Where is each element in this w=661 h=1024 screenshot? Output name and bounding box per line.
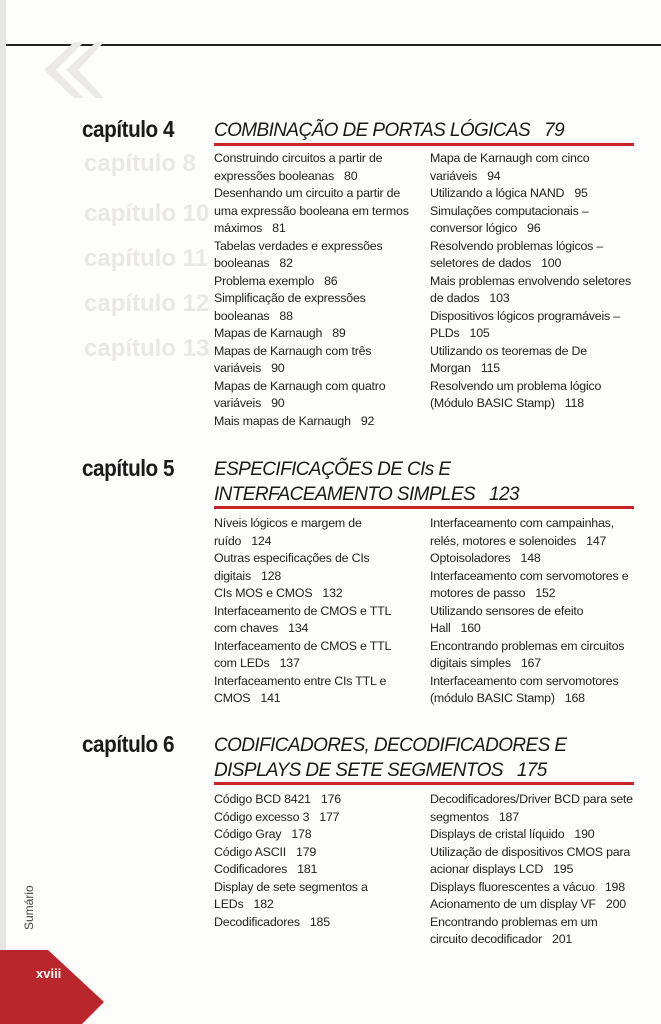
chapter-title-text: ESPECIFICAÇÕES DE CIs E INTERFACEAMENTO SIMPLES [214,459,476,505]
toc-entry[interactable]: Problema exemplo 86 [214,273,338,288]
chapter-title[interactable] [214,118,634,143]
toc-entry[interactable]: Interfaceamento com campainhas, relés, motores e solenoides 147 [430,516,614,548]
toc-entry[interactable]: Dispositivos lógicos programáveis – PLDs 105 [430,308,620,340]
toc-entry[interactable]: Resolvendo problemas lógicos – seletores de dados 100 [430,238,604,270]
toc-entry[interactable]: Tabelas verdades e expressões booleanas 82 [214,238,383,270]
toc-entry[interactable]: Interfaceamento entre CIs TTL e CMOS 141 [214,673,387,705]
toc-entry[interactable]: Mais problemas envolvendo seletores de dados 103 [430,273,631,305]
toc-entry[interactable]: Interfaceamento de CMOS e TTL com chaves 134 [214,603,391,635]
toc-entry[interactable]: Encontrando problemas em um circuito decodificador 201 [430,914,598,946]
toc-entry[interactable]: Utilizando a lógica NAND 95 [430,186,588,200]
toc-entry[interactable]: Acionamento de um display VF 200 [430,897,626,911]
red-rule [214,506,634,509]
bleed-through-text: capítulo 8 [84,150,197,177]
toc-entry[interactable]: Utilizando sensores de efeito Hall 160 [430,603,584,635]
toc-right-column [430,150,634,413]
toc-left-column [214,150,414,430]
toc-entry[interactable]: Codificadores 181 [214,862,318,876]
toc-entry[interactable]: Interfaceamento com servomotores e motores de passo 152 [430,568,629,600]
toc-entry[interactable]: Utilizando os teoremas de De Morgan 115 [430,343,587,375]
toc-entry[interactable]: Simulações computacionais – conversor lógico 96 [430,203,589,235]
chapter-title-page: 123 [489,484,519,505]
toc-entry[interactable]: Outras especificações de CIs digitais 128 [214,551,370,583]
double-chevron-icon [34,38,104,102]
top-rule [6,44,661,46]
chapter-label: capítulo 4 [82,116,175,142]
toc-right-column [430,515,634,708]
toc-entry[interactable]: Simplificação de expressões booleanas 88 [214,291,366,323]
page-edge [0,0,6,1024]
bleed-through-text: capítulo 11 [84,245,209,272]
toc-left-column [214,791,414,931]
toc-entry[interactable]: Decodificadores/Driver BCD para sete segmentos 187 [430,792,633,824]
chapter-title[interactable] [214,457,594,507]
page-corner-tab [0,950,110,1024]
red-rule [214,143,634,146]
toc-entry[interactable]: Optoisoladores 148 [430,551,541,565]
toc-entry[interactable]: Níveis lógicos e margem de ruído 124 [214,516,362,548]
chapter-label: capítulo 6 [82,731,175,757]
red-rule [214,782,634,785]
toc-entry[interactable]: Código BCD 8421 176 [214,792,341,806]
toc-entry[interactable]: Desenhando um circuito a partir de uma expressão booleana em termos máximos 81 [214,186,409,235]
toc-entry[interactable]: Utilização de dispositivos CMOS para acionar displays LCD 195 [430,844,631,876]
toc-entry[interactable]: Construindo circuitos a partir de expressões booleanas 80 [214,151,383,183]
toc-entry[interactable]: Display de sete segmentos a LEDs 182 [214,879,368,911]
toc-entry[interactable]: Resolvendo um problema lógico (Módulo BASIC Stamp) 118 [430,378,602,410]
chapter-title-text: CODIFICADORES, DECODIFICADORES E DISPLAYS DE SETE SEGMENTOS [214,735,567,781]
toc-entry[interactable]: CIs MOS e CMOS 132 [214,586,343,600]
toc-entry[interactable]: Encontrando problemas em circuitos digitais simples 167 [430,638,625,670]
chapter-title-page: 79 [544,120,565,141]
toc-entry[interactable]: Mapa de Karnaugh com cinco variáveis 94 [430,151,590,183]
toc-left-column [214,515,414,708]
toc-entry[interactable]: Decodificadores 185 [214,914,330,929]
chapter-title-text: COMBINAÇÃO DE PORTAS LÓGICAS [214,120,531,141]
toc-entry[interactable]: Mapas de Karnaugh com três variáveis 90 [214,343,372,375]
chapter-title-page: 175 [516,760,547,781]
toc-entry[interactable]: Displays fluorescentes a vácuo 198 [430,879,625,894]
toc-entry[interactable]: Mais mapas de Karnaugh 92 [214,413,375,428]
toc-entry[interactable]: Interfaceamento com servomotores (módulo BASIC Stamp) 168 [430,673,619,705]
sidebar-section-label: Sumário [22,885,36,930]
toc-entry[interactable]: Displays de cristal líquido 190 [430,827,595,841]
toc-entry[interactable]: Interfaceamento de CMOS e TTL com LEDs 137 [214,638,391,670]
bleed-through-text: capítulo 12 [84,290,210,317]
chapter-title[interactable] [214,733,634,783]
toc-entry[interactable]: Código excesso 3 177 [214,809,340,824]
bleed-through-text: capítulo 10 [84,200,210,227]
page-number: xviii [36,966,62,981]
toc-entry[interactable]: Mapas de Karnaugh com quatro variáveis 90 [214,378,386,410]
toc-entry[interactable]: Código ASCII 179 [214,844,317,859]
bleed-through-text: capítulo 13 [84,335,210,362]
toc-entry[interactable]: Mapas de Karnaugh 89 [214,326,346,340]
toc-entry[interactable]: Código Gray 178 [214,827,312,841]
toc-right-column [430,791,634,949]
chapter-label: capítulo 5 [82,455,175,481]
